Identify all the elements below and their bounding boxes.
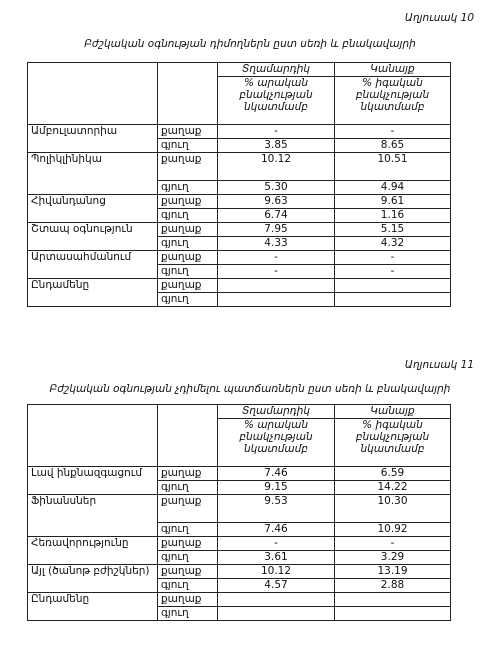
table10-col-female: Կանայք: [335, 63, 451, 77]
table10-cell: [335, 279, 451, 293]
table11-row-village-label: գյուղ: [158, 551, 218, 565]
table10-title: Բժշկական օգնության դիմողներն ըստ սեռի և բնակավայրի: [84, 38, 416, 50]
table11-cell: 13.19: [335, 565, 451, 579]
table10-corner: [28, 63, 158, 125]
table10-row-category: Ամբուլատորիա: [28, 125, 158, 153]
table11-cell: [335, 593, 451, 607]
table10-cell: [218, 293, 335, 307]
table11-corner: [28, 405, 158, 467]
table10-row-category: Հիվանդանոց: [28, 195, 158, 223]
table11-row-village-label: գյուղ: [158, 523, 218, 537]
table10-row-village-label: գյուղ: [158, 293, 218, 307]
table11-cell: 4.57: [218, 579, 335, 593]
table11-label: Աղյուսակ 11: [404, 359, 474, 371]
table11-row-category: Ֆինանսներ: [28, 495, 158, 537]
table10-label: Աղյուսակ 10: [404, 12, 474, 24]
table11-cell: 7.46: [218, 467, 335, 481]
table10-row-city-label: քաղաք: [158, 153, 218, 181]
table11-cell: 3.29: [335, 551, 451, 565]
table11-row-category: Ընդամենը: [28, 593, 158, 621]
table10-row-city-label: քաղաք: [158, 251, 218, 265]
table11-corner-sub: [158, 405, 218, 467]
table11-cell: [218, 607, 335, 621]
table10-cell: -: [218, 125, 335, 139]
table10-cell: -: [218, 265, 335, 279]
table10-row-village-label: գյուղ: [158, 265, 218, 279]
table11-row-category: Այլ (ծանոթ բժիշկներ): [28, 565, 158, 593]
table10-row-village-label: գյուղ: [158, 237, 218, 251]
table11-row-city-label: քաղաք: [158, 565, 218, 579]
table11-col-female: Կանայք: [335, 405, 451, 419]
table10-row-village-label: գյուղ: [158, 181, 218, 195]
table10-row-category: Ընդամենը: [28, 279, 158, 307]
table10-row-village-label: գյուղ: [158, 139, 218, 153]
table10-row-village-label: գյուղ: [158, 209, 218, 223]
table10-cell: 6.74: [218, 209, 335, 223]
table10-corner-sub: [158, 63, 218, 125]
table10-sub-male: % արական բնակչության նկատմամբ: [218, 77, 335, 125]
table11-cell: 7.46: [218, 523, 335, 537]
table10-cell: 10.51: [335, 153, 451, 181]
table11-cell: 10.12: [218, 565, 335, 579]
table10-cell: 4.33: [218, 237, 335, 251]
table11-row-village-label: գյուղ: [158, 579, 218, 593]
table11-row-category: Հեռավորությունը: [28, 537, 158, 565]
table10-row-city-label: քաղաք: [158, 195, 218, 209]
table10-cell: 3.85: [218, 139, 335, 153]
table11-cell: [218, 593, 335, 607]
table10-cell: -: [335, 251, 451, 265]
table10: [27, 62, 451, 307]
table11-row-city-label: քաղաք: [158, 467, 218, 481]
table11: [27, 404, 451, 621]
table10-cell: 4.94: [335, 181, 451, 195]
table10-cell: 1.16: [335, 209, 451, 223]
table11-cell: 6.59: [335, 467, 451, 481]
table10-cell: 5.15: [335, 223, 451, 237]
table10-cell: 5.30: [218, 181, 335, 195]
table11-cell: [335, 607, 451, 621]
table10-row-city-label: քաղաք: [158, 223, 218, 237]
table10-cell: 10.12: [218, 153, 335, 181]
table11-row-city-label: քաղաք: [158, 593, 218, 607]
table11-cell: 9.15: [218, 481, 335, 495]
table11-cell: 3.61: [218, 551, 335, 565]
table10-row-category: Շտապ օգնություն: [28, 223, 158, 251]
table11-cell: 9.53: [218, 495, 335, 523]
table10-row-category: Պոլիկլինիկա: [28, 153, 158, 195]
table10-cell: 4.32: [335, 237, 451, 251]
table11-row-city-label: քաղաք: [158, 537, 218, 551]
table10-cell: -: [335, 265, 451, 279]
table10-cell: 9.61: [335, 195, 451, 209]
table11-cell: 10.30: [335, 495, 451, 523]
table10-cell: 8.65: [335, 139, 451, 153]
table11-cell: 2.88: [335, 579, 451, 593]
table11-cell: 14.22: [335, 481, 451, 495]
table11-cell: 10.92: [335, 523, 451, 537]
table10-row-city-label: քաղաք: [158, 279, 218, 293]
table10-cell: -: [218, 251, 335, 265]
table10-cell: 9.63: [218, 195, 335, 209]
table10-cell: -: [335, 125, 451, 139]
table11-cell: -: [218, 537, 335, 551]
table10-row-city-label: քաղաք: [158, 125, 218, 139]
table11-row-village-label: գյուղ: [158, 481, 218, 495]
table11-row-city-label: քաղաք: [158, 495, 218, 523]
table10-col-male: Տղամարդիկ: [218, 63, 335, 77]
table10-cell: [218, 279, 335, 293]
table11-sub-female: % իգական բնակչության նկատմամբ: [335, 419, 451, 467]
table11-sub-male: % արական բնակչության նկատմամբ: [218, 419, 335, 467]
table11-cell: -: [335, 537, 451, 551]
table11-row-category: Լավ ինքնազգացում: [28, 467, 158, 495]
table11-row-village-label: գյուղ: [158, 607, 218, 621]
table10-row-category: Արտասահմանում: [28, 251, 158, 279]
table10-sub-female: % իգական բնակչության նկատմամբ: [335, 77, 451, 125]
table11-col-male: Տղամարդիկ: [218, 405, 335, 419]
table10-cell: [335, 293, 451, 307]
table10-cell: 7.95: [218, 223, 335, 237]
table11-title: Բժշկական օգնության չդիմելու պատճառներն ըստ սեռի և բնակավայրի: [49, 383, 451, 395]
